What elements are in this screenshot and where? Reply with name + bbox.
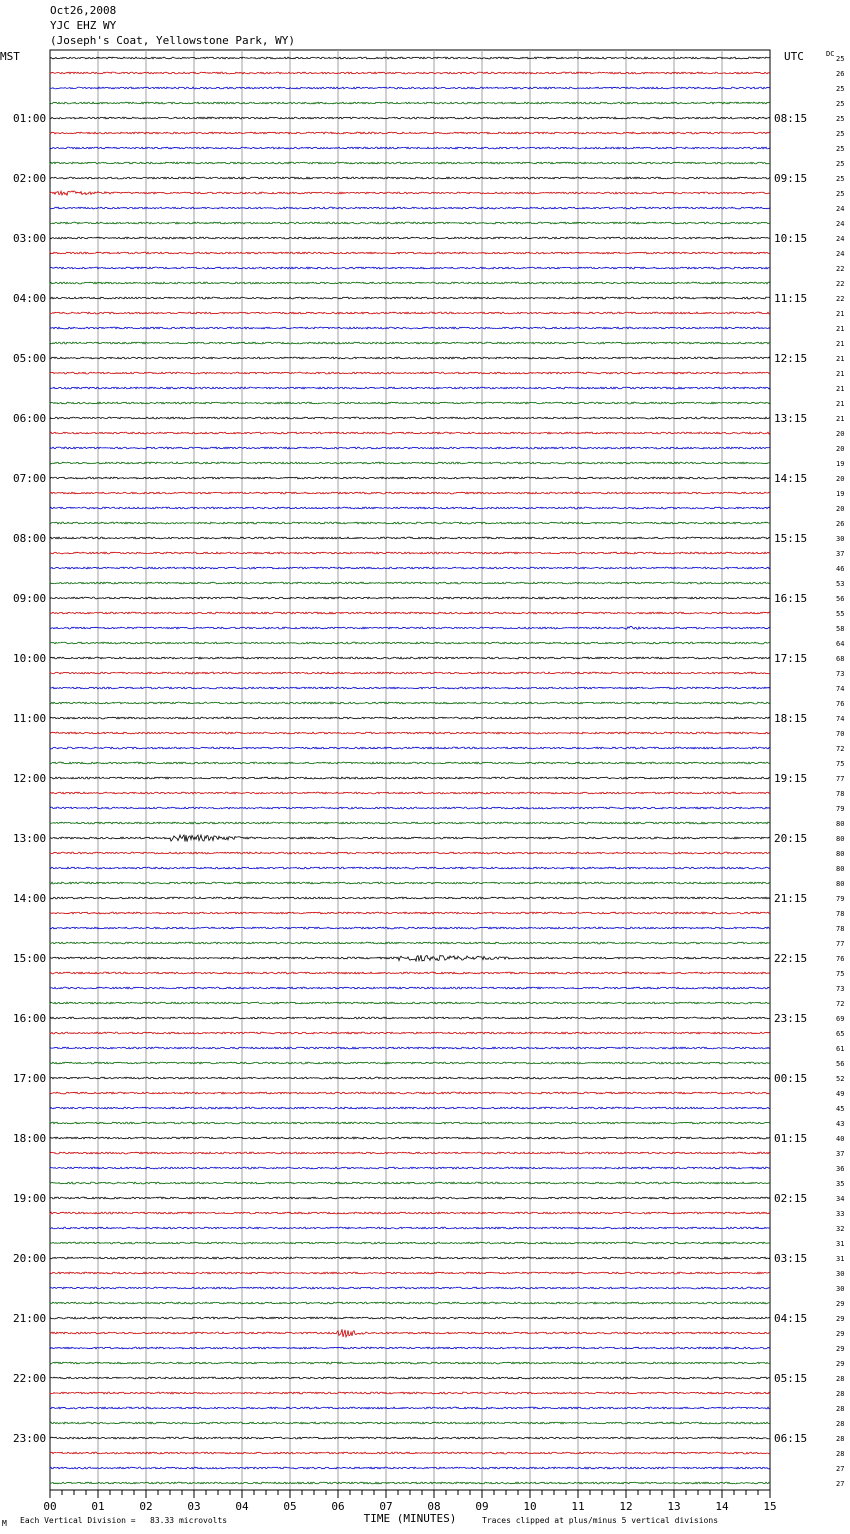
trace-line [50, 626, 770, 629]
dc-offset-label: 21 [836, 325, 845, 333]
left-hour-label: 17:00 [13, 1072, 47, 1085]
dc-offset-label: 33 [836, 1210, 845, 1218]
trace-line [50, 132, 770, 134]
dc-offset-label: 56 [836, 595, 845, 603]
corner-mark: M [2, 1519, 7, 1528]
trace-line [50, 687, 770, 689]
left-timezone-label: MST [0, 50, 20, 63]
dc-offset-label: 21 [836, 385, 845, 393]
trace-line [50, 897, 770, 899]
right-hour-label: 16:15 [774, 592, 808, 605]
x-tick-label: 14 [715, 1500, 729, 1513]
dc-offset-label: 58 [836, 625, 845, 633]
right-hour-label: 20:15 [774, 832, 808, 845]
time-axis [43, 1490, 776, 1513]
dc-offset-label: 34 [836, 1195, 845, 1203]
trace-line [50, 717, 770, 719]
trace-line [50, 657, 770, 659]
dc-offset-label: 46 [836, 565, 845, 573]
left-hour-label: 04:00 [13, 292, 47, 305]
right-hour-label: 08:15 [774, 112, 808, 125]
x-tick-label: 05 [283, 1500, 297, 1513]
dc-offset-label: 72 [836, 1000, 845, 1008]
x-tick-label: 08 [427, 1500, 441, 1513]
header-station: YJC EHZ WY [50, 19, 117, 32]
trace-line [50, 1227, 770, 1229]
trace-line [50, 312, 770, 314]
dc-offset-label: 20 [836, 505, 845, 513]
trace-line [50, 1182, 770, 1184]
dc-offset-label: 74 [836, 715, 845, 723]
dc-offset-label: 76 [836, 700, 845, 708]
right-hour-label: 03:15 [774, 1252, 808, 1265]
right-hour-label: 19:15 [774, 772, 808, 785]
left-hour-label: 07:00 [13, 472, 47, 485]
trace-line [50, 72, 770, 74]
left-hour-label: 15:00 [13, 952, 47, 965]
dc-offset-label: 24 [836, 205, 845, 213]
trace-line [50, 867, 770, 869]
dc-offset-label: 79 [836, 805, 845, 813]
trace-line [50, 1329, 770, 1337]
dc-offset-label: 20 [836, 475, 845, 483]
right-hour-label: 14:15 [774, 472, 808, 485]
left-hour-label: 09:00 [13, 592, 47, 605]
dc-offset-label: 21 [836, 310, 845, 318]
trace-group [50, 57, 770, 1484]
trace-line [50, 1287, 770, 1289]
trace-line [50, 912, 770, 914]
dc-offset-label: 19 [836, 460, 845, 468]
trace-line [50, 582, 770, 584]
trace-line [50, 447, 770, 449]
dc-offset-label: 74 [836, 685, 845, 693]
trace-line [50, 191, 770, 195]
left-hour-label: 11:00 [13, 712, 47, 725]
dc-offset-label: 78 [836, 925, 845, 933]
dc-offset-label: 30 [836, 1270, 845, 1278]
left-hour-label: 12:00 [13, 772, 47, 785]
trace-line [50, 1422, 770, 1424]
left-hour-label: 03:00 [13, 232, 47, 245]
right-hour-label: 06:15 [774, 1432, 808, 1445]
dc-offset-label: 49 [836, 1090, 845, 1098]
dc-offset-label: 28 [836, 1435, 845, 1443]
trace-line [50, 522, 770, 524]
trace-line [50, 1212, 770, 1214]
dc-offset-label: 22 [836, 295, 845, 303]
trace-line [50, 642, 770, 644]
x-tick-label: 12 [619, 1500, 633, 1513]
trace-line [50, 432, 770, 434]
dc-offset-label: 25 [836, 145, 845, 153]
x-tick-label: 03 [187, 1500, 201, 1513]
dc-offset-label: 25 [836, 55, 845, 63]
dc-offset-label: 25 [836, 85, 845, 93]
left-hour-label: 10:00 [13, 652, 47, 665]
dc-offset-label: 29 [836, 1300, 845, 1308]
left-hour-label: 18:00 [13, 1132, 47, 1145]
dc-offset-label: 75 [836, 970, 845, 978]
dc-offset-label: 43 [836, 1120, 845, 1128]
trace-line [50, 792, 770, 794]
trace-line [50, 1002, 770, 1004]
right-hour-label: 17:15 [774, 652, 808, 665]
right-hour-label: 02:15 [774, 1192, 808, 1205]
trace-line [50, 1377, 770, 1379]
dc-offset-label: 27 [836, 1480, 845, 1488]
trace-line [50, 1392, 770, 1394]
right-hour-label: 13:15 [774, 412, 808, 425]
right-hour-label: 23:15 [774, 1012, 808, 1025]
trace-line [50, 747, 770, 749]
dc-offset-label: 26 [836, 520, 845, 528]
right-hour-label: 10:15 [774, 232, 808, 245]
trace-line [50, 1047, 770, 1049]
trace-line [50, 1242, 770, 1244]
dc-offset-label: 80 [836, 865, 845, 873]
dc-offset-label: 77 [836, 775, 845, 783]
dc-offset-label: 24 [836, 250, 845, 258]
trace-line [50, 102, 770, 104]
header-location: (Joseph's Coat, Yellowstone Park, WY) [50, 34, 296, 47]
trace-line [50, 297, 770, 299]
trace-line [50, 1437, 770, 1439]
dc-offset-label: 24 [836, 235, 845, 243]
trace-line [50, 552, 770, 554]
trace-line [50, 762, 770, 764]
right-hour-label: 00:15 [774, 1072, 808, 1085]
x-tick-label: 07 [379, 1500, 393, 1513]
dc-offset-label: 25 [836, 160, 845, 168]
dc-offset-label: 19 [836, 490, 845, 498]
grid-lines [50, 50, 770, 1490]
trace-line [50, 1317, 770, 1319]
x-tick-label: 09 [475, 1500, 489, 1513]
trace-line [50, 612, 770, 614]
right-hour-label: 05:15 [774, 1372, 808, 1385]
dc-offset-label: 78 [836, 910, 845, 918]
trace-line [50, 942, 770, 944]
trace-line [50, 402, 770, 404]
trace-line [50, 1092, 770, 1094]
trace-line [50, 852, 770, 854]
x-axis-title: TIME (MINUTES) [363, 1512, 457, 1525]
trace-line [50, 1167, 770, 1169]
dc-offset-label: 24 [836, 220, 845, 228]
dc-offset-label: 25 [836, 130, 845, 138]
trace-line [50, 597, 770, 599]
trace-line [50, 342, 770, 344]
dc-offset-label: 30 [836, 535, 845, 543]
trace-line [50, 732, 770, 734]
trace-line [50, 807, 770, 809]
right-hour-label: 11:15 [774, 292, 808, 305]
trace-line [50, 672, 770, 674]
dc-offset-label: 35 [836, 1180, 845, 1188]
trace-line [50, 1467, 770, 1469]
trace-line [50, 1407, 770, 1409]
x-tick-label: 13 [667, 1500, 681, 1513]
x-tick-label: 02 [139, 1500, 153, 1513]
dc-offset-label: 80 [836, 880, 845, 888]
dc-offset-label: 28 [836, 1405, 845, 1413]
trace-line [50, 207, 770, 209]
trace-line [50, 1152, 770, 1154]
dc-offset-label: 28 [836, 1375, 845, 1383]
trace-line [50, 252, 770, 254]
left-hour-label: 21:00 [13, 1312, 47, 1325]
trace-line [50, 955, 770, 961]
dc-offset-label: 73 [836, 985, 845, 993]
dc-offset-label: 29 [836, 1315, 845, 1323]
trace-line [50, 357, 770, 359]
trace-line [50, 1122, 770, 1124]
dc-offset-label: 22 [836, 265, 845, 273]
trace-line [50, 537, 770, 539]
dc-offset-label: 25 [836, 100, 845, 108]
dc-offset-label: 68 [836, 655, 845, 663]
dc-offset-label: 29 [836, 1345, 845, 1353]
dc-label: DC [826, 50, 835, 58]
right-hour-label: 21:15 [774, 892, 808, 905]
x-tick-label: 04 [235, 1500, 249, 1513]
trace-line [50, 117, 770, 119]
trace-line [50, 1197, 770, 1199]
trace-line [50, 177, 770, 179]
trace-line [50, 57, 770, 59]
trace-line [50, 87, 770, 89]
right-hour-label: 12:15 [774, 352, 808, 365]
dc-offset-label: 37 [836, 550, 845, 558]
trace-line [50, 835, 770, 842]
trace-line [50, 1257, 770, 1259]
dc-offset-label: 64 [836, 640, 845, 648]
trace-line [50, 1302, 770, 1304]
left-hour-label: 01:00 [13, 112, 47, 125]
trace-line [50, 492, 770, 494]
dc-offset-label: 31 [836, 1240, 845, 1248]
left-hour-label: 23:00 [13, 1432, 47, 1445]
dc-offset-label: 21 [836, 400, 845, 408]
trace-line [50, 777, 770, 779]
dc-offset-label: 78 [836, 790, 845, 798]
trace-line [50, 162, 770, 164]
dc-offset-label: 80 [836, 820, 845, 828]
trace-line [50, 1077, 770, 1079]
trace-line [50, 822, 770, 824]
dc-offset-label: 69 [836, 1015, 845, 1023]
trace-line [50, 1482, 770, 1484]
right-hour-label: 22:15 [774, 952, 808, 965]
trace-line [50, 1452, 770, 1454]
clip-note: Traces clipped at plus/minus 5 vertical divisions [482, 1516, 719, 1525]
trace-line [50, 1137, 770, 1139]
trace-line [50, 282, 770, 284]
trace-line [50, 387, 770, 389]
dc-offset-label: 65 [836, 1030, 845, 1038]
left-hour-label: 16:00 [13, 1012, 47, 1025]
dc-offset-label: 36 [836, 1165, 845, 1173]
division-note: Each Vertical Division = 83.33 microvolts [20, 1516, 228, 1525]
trace-line [50, 972, 770, 974]
dc-offset-label: 20 [836, 430, 845, 438]
left-hour-label: 13:00 [13, 832, 47, 845]
dc-offset-label: 29 [836, 1360, 845, 1368]
right-hour-label: 01:15 [774, 1132, 808, 1145]
right-hour-label: 04:15 [774, 1312, 808, 1325]
x-tick-label: 10 [523, 1500, 537, 1513]
x-tick-label: 11 [571, 1500, 585, 1513]
trace-line [50, 1347, 770, 1349]
dc-offset-label: 77 [836, 940, 845, 948]
dc-offset-label: 20 [836, 445, 845, 453]
trace-line [50, 987, 770, 989]
dc-offset-label: 25 [836, 175, 845, 183]
dc-offset-label: 28 [836, 1390, 845, 1398]
trace-line [50, 1017, 770, 1019]
plot-frame [50, 50, 770, 1490]
dc-offset-label: 32 [836, 1225, 845, 1233]
trace-line [50, 1032, 770, 1034]
trace-line [50, 417, 770, 419]
left-hour-label: 19:00 [13, 1192, 47, 1205]
dc-offset-label: 22 [836, 280, 845, 288]
dc-offset-label: 56 [836, 1060, 845, 1068]
dc-offset-label: 45 [836, 1105, 845, 1113]
trace-line [50, 927, 770, 929]
dc-offset-label: 26 [836, 70, 845, 78]
left-hour-label: 22:00 [13, 1372, 47, 1385]
dc-offset-label: 73 [836, 670, 845, 678]
dc-offset-label: 28 [836, 1420, 845, 1428]
dc-offset-label: 80 [836, 850, 845, 858]
dc-offset-label: 55 [836, 610, 845, 618]
trace-line [50, 567, 770, 569]
trace-line [50, 882, 770, 884]
dc-offset-label: 28 [836, 1450, 845, 1458]
right-timezone-label: UTC [784, 50, 804, 63]
trace-line [50, 1062, 770, 1064]
trace-line [50, 1107, 770, 1109]
trace-line [50, 222, 770, 224]
trace-line [50, 1362, 770, 1364]
left-hour-label: 05:00 [13, 352, 47, 365]
x-tick-label: 15 [763, 1500, 777, 1513]
dc-offset-label: 21 [836, 370, 845, 378]
trace-line [50, 507, 770, 509]
trace-line [50, 147, 770, 149]
right-hour-label: 18:15 [774, 712, 808, 725]
trace-line [50, 1272, 770, 1274]
trace-line [50, 477, 770, 479]
trace-line [50, 237, 770, 239]
dc-offset-label: 25 [836, 190, 845, 198]
dc-offset-label: 37 [836, 1150, 845, 1158]
left-hour-label: 20:00 [13, 1252, 47, 1265]
dc-offset-label: 27 [836, 1465, 845, 1473]
dc-offset-label: 80 [836, 835, 845, 843]
trace-line [50, 267, 770, 269]
left-hour-label: 14:00 [13, 892, 47, 905]
dc-offset-label: 70 [836, 730, 845, 738]
trace-line [50, 702, 770, 704]
dc-offset-label: 21 [836, 415, 845, 423]
trace-line [50, 462, 770, 464]
dc-offset-label: 29 [836, 1330, 845, 1338]
right-hour-label: 09:15 [774, 172, 808, 185]
right-hour-label: 15:15 [774, 532, 808, 545]
dc-offset-label: 75 [836, 760, 845, 768]
dc-offset-label: 40 [836, 1135, 845, 1143]
dc-offset-label: 21 [836, 340, 845, 348]
left-hour-label: 06:00 [13, 412, 47, 425]
x-tick-label: 01 [91, 1500, 105, 1513]
dc-offset-label: 25 [836, 115, 845, 123]
dc-offset-label: 52 [836, 1075, 845, 1083]
x-tick-label: 06 [331, 1500, 345, 1513]
x-tick-label: 00 [43, 1500, 57, 1513]
dc-offset-label: 79 [836, 895, 845, 903]
dc-offset-label: 30 [836, 1285, 845, 1293]
dc-offset-label: 61 [836, 1045, 845, 1053]
dc-offset-label: 53 [836, 580, 845, 588]
dc-offset-label: 21 [836, 355, 845, 363]
trace-line [50, 372, 770, 374]
header-date: Oct26,2008 [50, 4, 117, 17]
dc-offset-label: 72 [836, 745, 845, 753]
dc-offset-label: 31 [836, 1255, 845, 1263]
left-hour-label: 02:00 [13, 172, 47, 185]
left-hour-label: 08:00 [13, 532, 47, 545]
trace-line [50, 327, 770, 329]
dc-offset-label: 76 [836, 955, 845, 963]
